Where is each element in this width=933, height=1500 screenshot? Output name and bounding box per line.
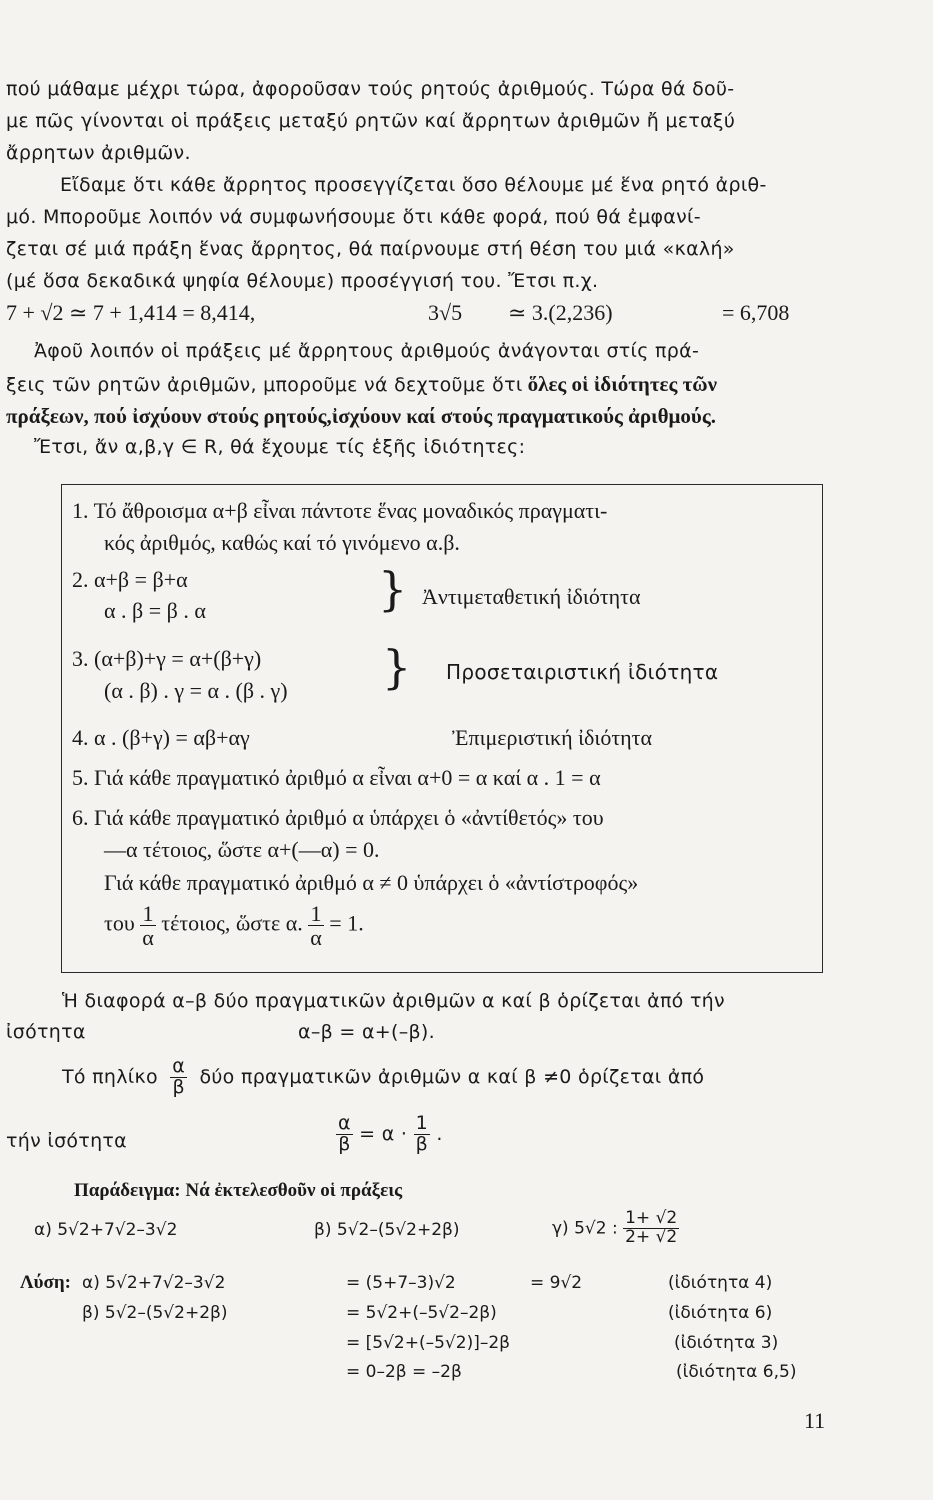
difference-line-1: Ἡ διαφορά α–β δύο πραγματικῶν ἀριθμῶν α καί β ὁρίζεται ἀπό τήν [62,990,725,1012]
property-3-name: Προσεταιριστική ἰδιότητα [446,660,719,684]
property-6-text-c: = 1. [329,910,364,936]
brace-icon: } [378,562,408,616]
property-5-line: 5. Γιά κάθε πραγματικό ἀριθμό α εἶναι α+0 = α καί α . 1 = α [72,765,601,790]
brace-icon: } [382,640,412,694]
fraction-denominator: α [142,925,154,951]
fraction-numerator: 1+ √2 [625,1208,678,1228]
solution-label: Λύση: [20,1272,71,1293]
property-2-name: Ἀντιμεταθετική ἰδιότητα [422,584,641,609]
fraction-denominator: 2+ √2 [625,1226,678,1247]
fraction-one-over-alpha [308,902,324,949]
solution-row-3-mid: = [5√2+(–5√2)]–2β [346,1333,511,1353]
property-6-line-2: —α τέτοιος, ὥστε α+(—α) = 0. [104,837,380,862]
quotient-text-a: Τό πηλίκο [62,1065,158,1088]
property-3-line-1: 3. (α+β)+γ = α+(β+γ) [72,646,262,671]
property-2-line-1: 2. α+β = β+α [72,567,188,592]
fraction-denominator: β [415,1132,429,1155]
fraction-one-over-beta [414,1114,430,1155]
difference-line-2a: ἰσότητα [6,1021,86,1043]
property-1-line-2: κός ἀριθμός, καθώς καί τό γινόμενο α.β. [104,530,460,555]
fraction-denominator: α [310,925,322,951]
solution-row-1-lhs: α) 5√2+7√2–3√2 [82,1273,226,1293]
quotient-text-b: δύο πραγματικῶν ἀριθμῶν α καί β ≠0 ὁρίζεται ἀπό [199,1065,705,1088]
ops-line-2 [6,372,717,397]
fraction-numerator: 1 [308,902,324,926]
property-6-line-4 [104,902,364,949]
property-6-text-a: του [104,910,135,936]
example-a: α) 5√2+7√2–3√2 [34,1220,178,1240]
intro-line-3: ἄρρητων ἀριθμῶν. [6,142,191,164]
ops-line-2-plain: ξεις τῶν ρητῶν ἀριθμῶν, μποροῦμε νά δεχτοῦμε ὅτι [6,374,523,396]
solution-row-4-note: (ἰδιότητα 6,5) [676,1362,797,1382]
quotient-line-1 [62,1057,704,1098]
page-number: 11 [804,1408,826,1433]
example-b: β) 5√2–(5√2+2β) [314,1220,460,1240]
fraction-denominator: β [338,1132,351,1155]
intro-line-5: μό. Μποροῦμε λοιπόν νά συμφωνήσουμε ὅτι κάθε φορά, πού θά ἐμφανί- [6,206,701,228]
property-4-name: Ἐπιμεριστική ἰδιότητα [452,725,653,750]
property-2-line-2: α . β = β . α [104,598,206,623]
intro-line-2: με πῶς γίνονται οἱ πράξεις μεταξύ ρητῶν καί ἄρρητων ἀριθμῶν ἤ μεταξύ [6,110,736,132]
fraction-example-c [623,1210,679,1247]
quotient-line-2: τήν ἰσότητα [6,1130,127,1152]
solution-row-2-note: (ἰδιότητα 6) [668,1303,773,1323]
fraction-numerator: α [172,1055,186,1077]
ops-line-3: πράξεων, πού ἰσχύουν στούς ρητούς,ἰσχύουν καί στούς πραγματικούς ἀριθμούς. [6,404,716,428]
property-1-line-1: 1. Τό ἄθροισμα α+β εἶναι πάντοτε ἕνας μοναδικός πραγματι- [72,498,608,523]
quotient-eq-end: . [436,1122,443,1145]
property-6-line-3: Γιά κάθε πραγματικό ἀριθμό α ≠ 0 ὑπάρχει ὁ «ἀντίστροφός» [104,870,639,895]
example-c [552,1210,679,1247]
fraction-numerator: 1 [414,1114,430,1135]
property-3-line-2: (α . β) . γ = α . (β . γ) [104,678,288,703]
solution-row-1-result: = 9√2 [530,1273,583,1293]
fraction-alpha-over-beta [170,1057,187,1098]
solution-row-2-lhs: β) 5√2–(5√2+2β) [82,1303,228,1323]
intro-line-7: (μέ ὅσα δεκαδικά ψηφία θέλουμε) προσέγγισή του. Ἔτσι π.χ. [6,270,599,292]
ops-line-2-bold: ὅλες οἱ ἰδιότητες τῶν [527,372,717,396]
difference-line-2b: α–β = α+(–β). [298,1021,435,1043]
property-6-line-1: 6. Γιά κάθε πραγματικό ἀριθμό α ὑπάρχει ὁ «ἀντίθετός» του [72,805,604,830]
example-c-prefix: γ) 5√2 : [552,1218,618,1239]
fraction-numerator: 1 [140,902,156,926]
intro-line-6: ζεται σέ μιά πράξη ἕνας ἄρρητος, θά παίρνουμε στή θέση του μιά «καλή» [6,238,735,260]
quotient-equation [336,1114,443,1155]
solution-row-2-mid: = 5√2+(–5√2–2β) [346,1303,497,1323]
fraction-one-over-alpha [140,902,156,949]
property-6-text-b: τέτοιος, ὥστε α. [161,910,303,936]
quotient-eq-mid: = α · [359,1122,408,1145]
solution-row-3-note: (ἰδιότητα 3) [674,1333,779,1353]
fraction-numerator: α [338,1112,351,1134]
approx-3sqrt5: 3√5 [428,300,463,325]
intro-line-1: πού μάθαμε μέχρι τώρα, ἀφοροῦσαν τούς ρητούς ἀριθμούς. Τώρα θά δοῦ- [6,78,735,100]
fraction-denominator: β [172,1075,185,1098]
solution-row-1-mid: = (5+7–3)√2 [346,1273,456,1293]
approx-result: = 6,708 [722,300,790,325]
approx-3sqrt5-value: ≃ 3.(2,236) [508,300,613,325]
property-4-line: 4. α . (β+γ) = αβ+αγ [72,725,250,750]
ops-line-4: Ἔτσι, ἄν α,β,γ ∈ R, θά ἔχουμε τίς ἑξῆς ἰδιότητες: [34,436,526,458]
approx-sqrt2: 7 + √2 ≃ 7 + 1,414 = 8,414, [6,300,256,325]
ops-line-1: Ἀφοῦ λοιπόν οἱ πράξεις μέ ἄρρητους ἀριθμούς ἀνάγονται στίς πρά- [34,340,700,362]
fraction-alpha-over-beta [336,1114,353,1155]
solution-row-4-mid: = 0–2β = –2β [346,1362,462,1382]
example-heading: Παράδειγμα: Νά ἐκτελεσθοῦν οἱ πράξεις [74,1180,403,1201]
solution-row-1-note: (ἰδιότητα 4) [668,1273,773,1293]
intro-line-4: Εἴδαμε ὅτι κάθε ἄρρητος προσεγγίζεται ὅσο θέλουμε μέ ἕνα ρητό ἀριθ- [60,174,767,196]
